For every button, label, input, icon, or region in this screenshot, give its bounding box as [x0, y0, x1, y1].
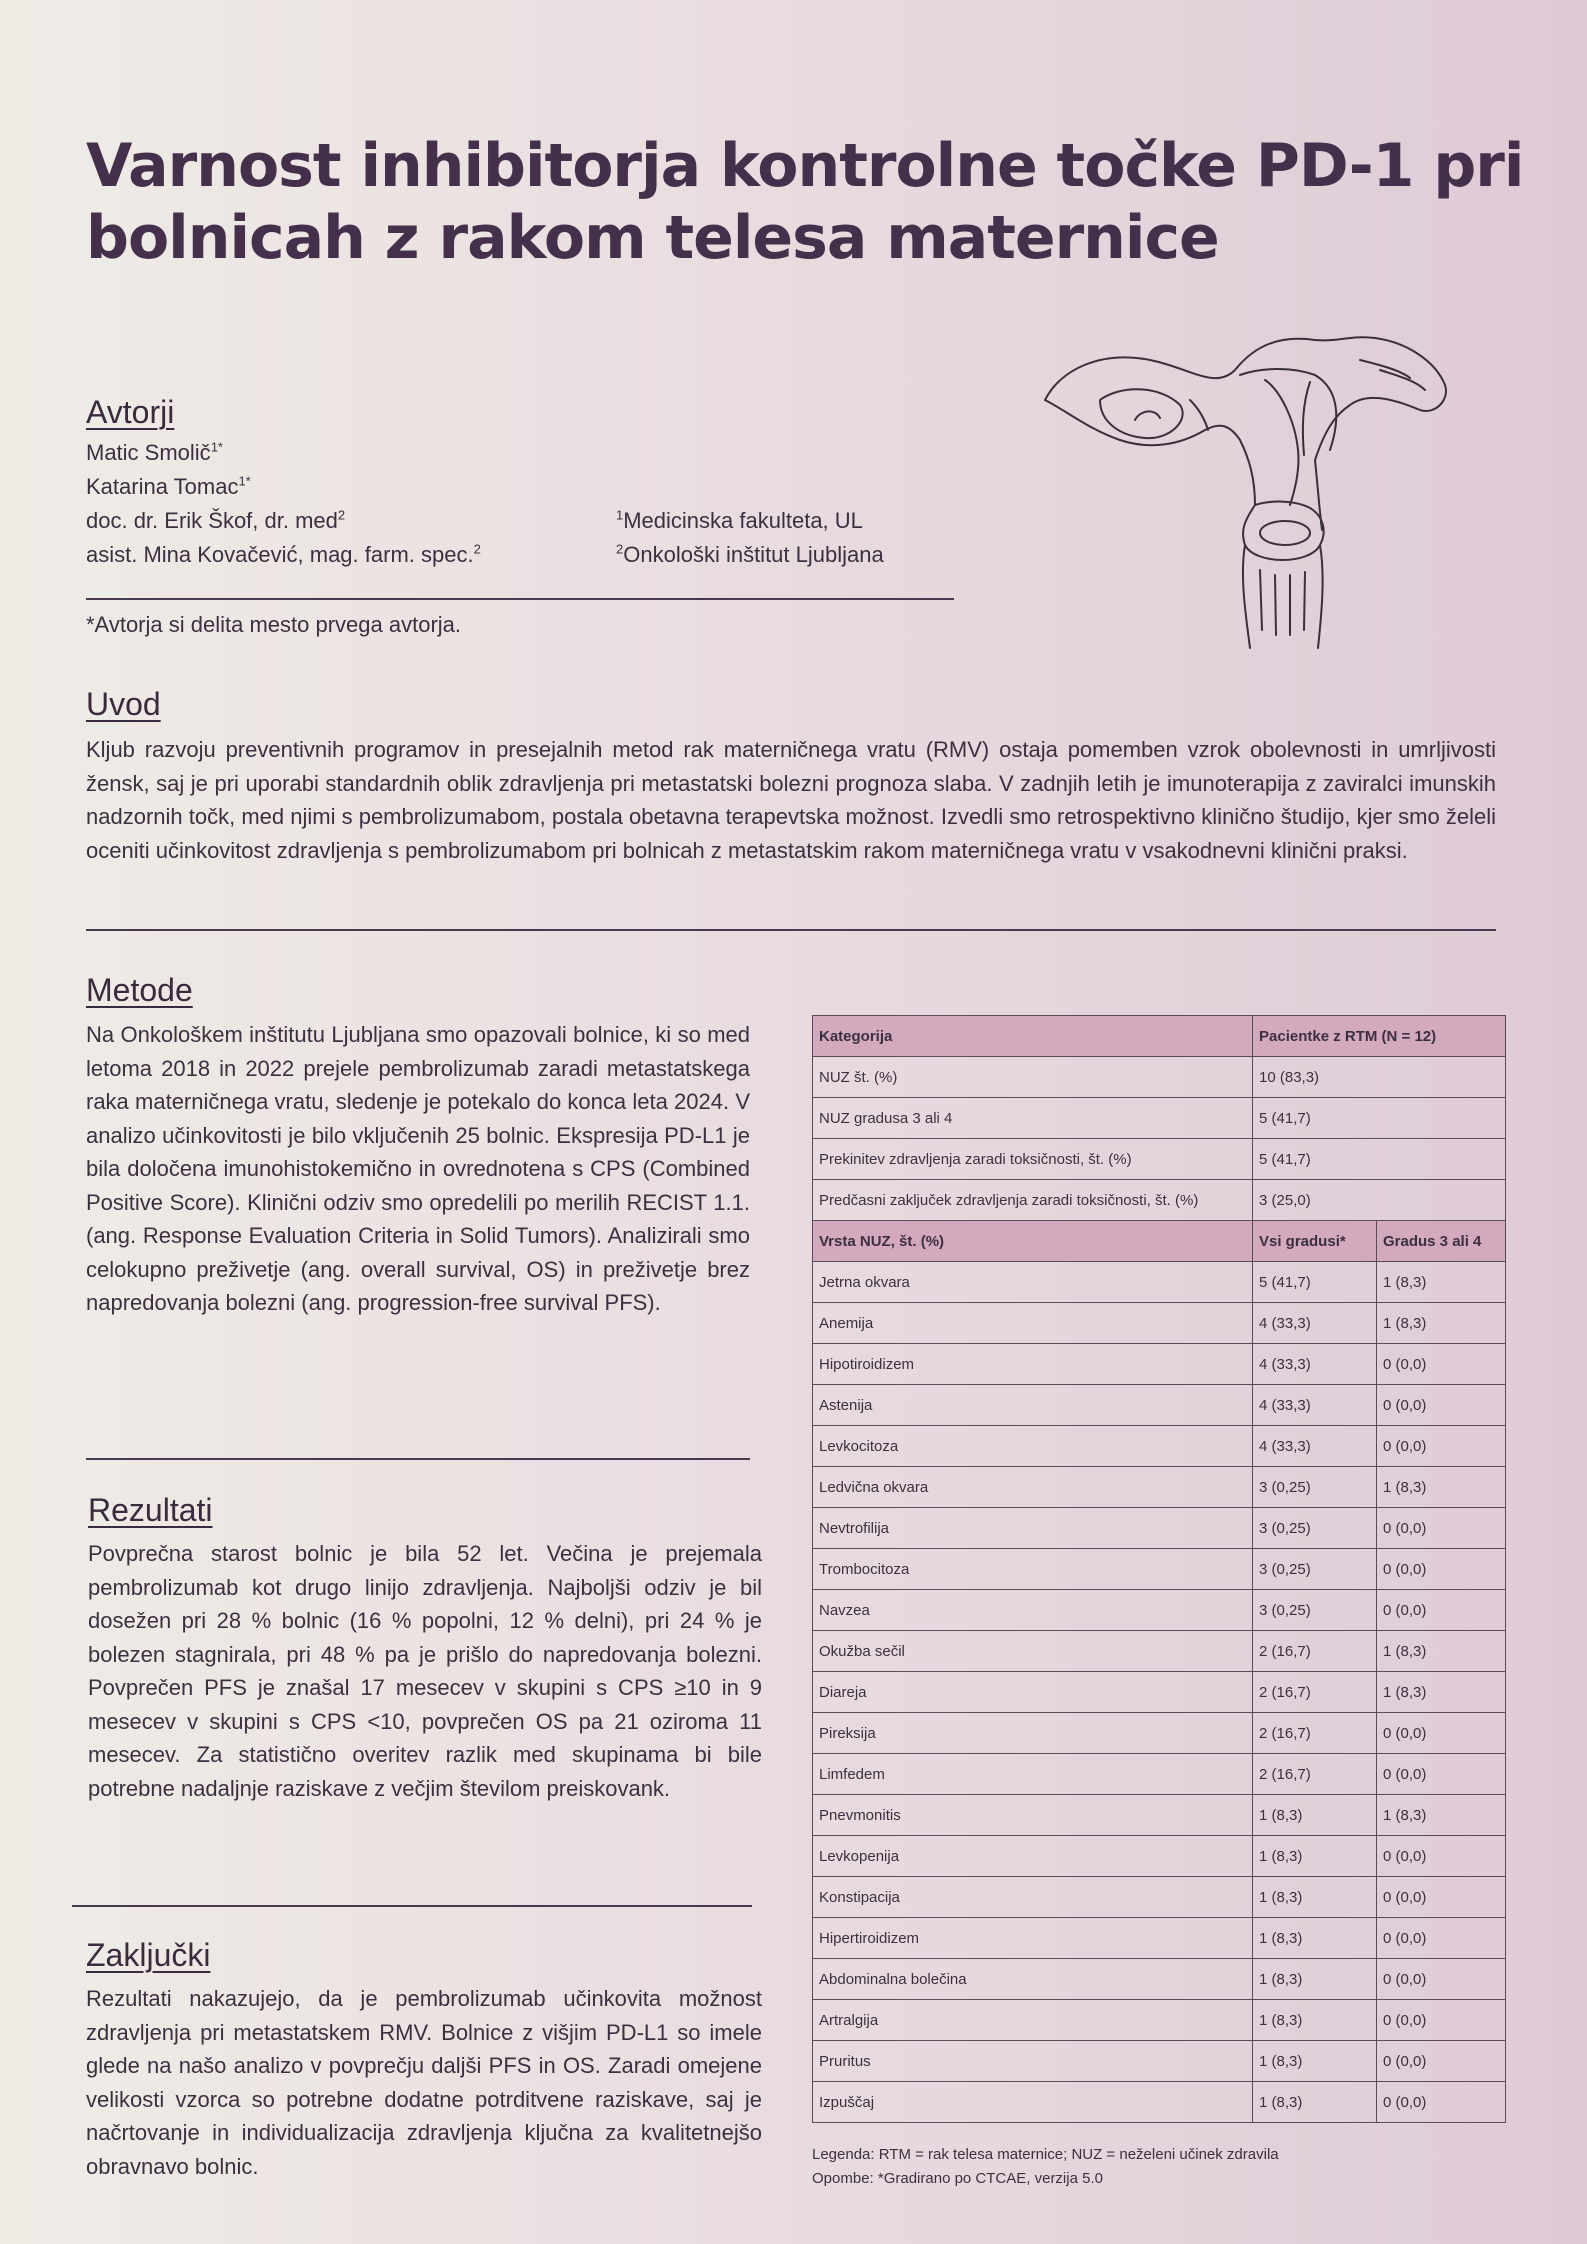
table-cell: Pnevmonitis	[813, 1795, 1253, 1836]
table-cell: 4 (33,3)	[1253, 1344, 1377, 1385]
table-cell: 2 (16,7)	[1253, 1713, 1377, 1754]
divider	[86, 929, 1496, 931]
table-cell: Hipertiroidizem	[813, 1918, 1253, 1959]
table-row	[813, 1672, 1506, 1713]
table-cell: 3 (25,0)	[1253, 1180, 1506, 1221]
table-cell: 1 (8,3)	[1253, 1918, 1377, 1959]
author-item: Katarina Tomac$^{1*}$	[86, 473, 251, 499]
table-cell: 0 (0,0)	[1377, 1836, 1506, 1877]
authors-list	[86, 436, 481, 572]
uterus-illustration	[1040, 330, 1460, 655]
table-cell: Izpuščaj	[813, 2082, 1253, 2123]
table-header-cell: Gradus 3 ali 4	[1377, 1221, 1506, 1262]
remark-text: Opombe: *Gradirano po CTCAE, verzija 5.0	[812, 2170, 1103, 2187]
table-row	[813, 1713, 1506, 1754]
table-cell: Ledvična okvara	[813, 1467, 1253, 1508]
table-cell: 3 (0,25)	[1253, 1508, 1377, 1549]
authors-heading: Avtorji	[86, 394, 175, 430]
zakljucki-text: Rezultati nakazujejo, da je pembrolizumab učinkovita možnost zdravljenja pri metastatskem RMV. Bolnice z višjim PD-L1 so imele glede na našo analizo v povprečju daljši PFS in OS. Zaradi omejene velikosti vzorca so potrebne dodatne potrditvene raziskave, saj je načrtovanje in individualizacija zdravljenja ključna za kvalitetnejšo obravnavo bolnic.	[86, 1986, 762, 2179]
table-cell: 0 (0,0)	[1377, 1918, 1506, 1959]
table-cell: 0 (0,0)	[1377, 1590, 1506, 1631]
table-row	[813, 1180, 1506, 1221]
table-cell: Jetrna okvara	[813, 1262, 1253, 1303]
table-cell: 1 (8,3)	[1253, 2082, 1377, 2123]
affiliations	[616, 504, 884, 572]
table-header-row	[813, 1016, 1506, 1057]
table-cell: Astenija	[813, 1385, 1253, 1426]
table-row	[813, 1508, 1506, 1549]
adverse-events-table	[812, 1015, 1506, 2123]
table-cell: 1 (8,3)	[1377, 1467, 1506, 1508]
table-cell: Hipotiroidizem	[813, 1344, 1253, 1385]
table-cell: 0 (0,0)	[1377, 1385, 1506, 1426]
table-row	[813, 1795, 1506, 1836]
author-note: *Avtorja si delita mesto prvega avtorja.	[86, 612, 461, 637]
table-cell: 0 (0,0)	[1377, 1959, 1506, 2000]
table-cell: 1 (8,3)	[1253, 1836, 1377, 1877]
table-header-cell: Vrsta NUZ, št. (%)	[813, 1221, 1253, 1262]
table-cell: 1 (8,3)	[1377, 1262, 1506, 1303]
table-cell: 0 (0,0)	[1377, 2041, 1506, 2082]
table-cell: 1 (8,3)	[1377, 1303, 1506, 1344]
table-cell: Trombocitoza	[813, 1549, 1253, 1590]
table-cell: 2 (16,7)	[1253, 1672, 1377, 1713]
table-cell: 2 (16,7)	[1253, 1631, 1377, 1672]
table-row	[813, 1385, 1506, 1426]
table-cell: Levkocitoza	[813, 1426, 1253, 1467]
table-cell: NUZ št. (%)	[813, 1057, 1253, 1098]
table-row	[813, 1877, 1506, 1918]
table-cell: 10 (83,3)	[1253, 1057, 1506, 1098]
metode-heading: Metode	[86, 972, 193, 1008]
table-row	[813, 1467, 1506, 1508]
table-row	[813, 1139, 1506, 1180]
table-cell: Prekinitev zdravljenja zaradi toksičnosti, št. (%)	[813, 1139, 1253, 1180]
table-row	[813, 2000, 1506, 2041]
affiliation-item: $^2$Onkološki inštitut Ljubljana	[616, 541, 884, 567]
table-cell: Artralgija	[813, 2000, 1253, 2041]
table-header-cell: Pacientke z RTM (N = 12)	[1253, 1016, 1506, 1057]
table-cell: 0 (0,0)	[1377, 1754, 1506, 1795]
table-cell: 5 (41,7)	[1253, 1098, 1506, 1139]
table-cell: NUZ gradusa 3 ali 4	[813, 1098, 1253, 1139]
table-cell: 0 (0,0)	[1377, 1344, 1506, 1385]
table-row	[813, 1836, 1506, 1877]
table-cell: 0 (0,0)	[1377, 1508, 1506, 1549]
table-row	[813, 2082, 1506, 2123]
table-cell: 1 (8,3)	[1253, 1795, 1377, 1836]
table-cell: 1 (8,3)	[1377, 1795, 1506, 1836]
author-item: doc. dr. Erik Škof, dr. med$^2$	[86, 507, 346, 533]
divider	[86, 1458, 750, 1460]
table-cell: Konstipacija	[813, 1877, 1253, 1918]
table-header-cell: Vsi gradusi*	[1253, 1221, 1377, 1262]
table-header-cell: Kategorija	[813, 1016, 1253, 1057]
table-cell: 5 (41,7)	[1253, 1139, 1506, 1180]
zakljucki-heading: Zaključki	[86, 1937, 211, 1973]
table-header-row	[813, 1221, 1506, 1262]
divider	[72, 1905, 752, 1907]
author-item: Matic Smolič$^{1*}$	[86, 439, 223, 465]
table-row	[813, 1959, 1506, 2000]
table-cell: Pireksija	[813, 1713, 1253, 1754]
table-cell: 0 (0,0)	[1377, 1426, 1506, 1467]
divider	[86, 598, 954, 600]
table-row	[813, 1590, 1506, 1631]
table-cell: Predčasni zaključek zdravljenja zaradi toksičnosti, št. (%)	[813, 1180, 1253, 1221]
table-row	[813, 1344, 1506, 1385]
table-row	[813, 1631, 1506, 1672]
rezultati-text: Povprečna starost bolnic je bila 52 let. Večina je prejemala pembrolizumab kot drugo linijo zdravljenja. Najboljši odziv je bil dosežen pri 28 % bolnic (16 % popolni, 12 % delni), pri 24 % je bolezen stagnirala, pri 48 % pa je prišlo do napredovanja bolezni. Povprečen PFS je znašal 17 mesecev v skupini s CPS ≥10 in 9 mesecev v skupini s CPS <10, povprečen OS pa 21 oziroma 11 mesecev. Za statistično overitev razlik med skupinama bi bile potrebne nadaljnje raziskave z večjim številom preiskovank.	[88, 1541, 762, 1801]
table-cell: Nevtrofilija	[813, 1508, 1253, 1549]
table-cell: Levkopenija	[813, 1836, 1253, 1877]
author-item: asist. Mina Kovačević, mag. farm. spec.$^2$	[86, 541, 481, 567]
table-row	[813, 1098, 1506, 1139]
metode-text: Na Onkološkem inštitutu Ljubljana smo opazovali bolnice, ki so med letoma 2018 in 2022 prejele pembrolizumab zaradi metastatskega raka materničnega vratu, sledenje je potekalo do konca leta 2024. V analizo učinkovitosti je bilo vključenih 25 bolnic. Ekspresija PD-L1 je bila določena imunohistokemično in ovrednotena s CPS (Combined Positive Score). Klinični odziv smo opredelili po merilih RECIST 1.1. (ang. Response Evaluation Criteria in Solid Tumors). Analizirali smo celokupno preživetje (ang. overall survival, OS) in preživetje brez napredovanja bolezni (ang. progression-free survival PFS).	[86, 1022, 750, 1315]
table-row	[813, 1426, 1506, 1467]
table-cell: 1 (8,3)	[1377, 1672, 1506, 1713]
table-cell: 5 (41,7)	[1253, 1262, 1377, 1303]
table-row	[813, 1262, 1506, 1303]
table-row	[813, 1754, 1506, 1795]
table-cell: 0 (0,0)	[1377, 1713, 1506, 1754]
table-cell: Abdominalna bolečina	[813, 1959, 1253, 2000]
table-cell: 1 (8,3)	[1253, 1959, 1377, 2000]
table-cell: Anemija	[813, 1303, 1253, 1344]
uvod-text: Kljub razvoju preventivnih programov in presejalnih metod rak materničnega vratu (RMV) ostaja pomemben vzrok obolevnosti in umrljivosti žensk, saj je pri uporabi standardnih oblik zdravljenja pri metastatski bolezni prognoza slaba. V zadnjih letih je imunoterapija z zaviralci imunskih nadzornih točk, med njimi s pembrolizumabom, postala obetavna terapevtska možnost. Izvedli smo retrospektivno klinično študijo, kjer smo želeli oceniti učinkovitost zdravljenja s pembrolizumabom pri bolnicah z metastatskim rakom materničnega vratu v vsakodnevni klinični praksi.	[86, 737, 1496, 863]
table-cell: 3 (0,25)	[1253, 1549, 1377, 1590]
table-cell: 1 (8,3)	[1253, 2000, 1377, 2041]
table-cell: 0 (0,0)	[1377, 1877, 1506, 1918]
table-row	[813, 2041, 1506, 2082]
table-row	[813, 1549, 1506, 1590]
table-row	[813, 1303, 1506, 1344]
table-cell: 1 (8,3)	[1253, 2041, 1377, 2082]
table-cell: 1 (8,3)	[1377, 1631, 1506, 1672]
table-cell: Navzea	[813, 1590, 1253, 1631]
affiliation-item: $^1$Medicinska fakulteta, UL	[616, 507, 863, 533]
table-cell: 4 (33,3)	[1253, 1303, 1377, 1344]
table-row	[813, 1918, 1506, 1959]
table-cell: 1 (8,3)	[1253, 1877, 1377, 1918]
poster-title: Varnost inhibitorja kontrolne točke PD-1 pri bolnicah z rakom telesa maternice	[86, 131, 1524, 273]
table-cell: 4 (33,3)	[1253, 1385, 1377, 1426]
legend-text: Legenda: RTM = rak telesa maternice; NUZ = neželeni učinek zdravila	[812, 2146, 1279, 2163]
rezultati-heading: Rezultati	[88, 1492, 213, 1528]
table-cell: 4 (33,3)	[1253, 1426, 1377, 1467]
table-cell: Limfedem	[813, 1754, 1253, 1795]
uvod-heading: Uvod	[86, 686, 161, 722]
table-cell: Okužba sečil	[813, 1631, 1253, 1672]
table-cell: 3 (0,25)	[1253, 1467, 1377, 1508]
table-cell: 0 (0,0)	[1377, 2000, 1506, 2041]
table-cell: 0 (0,0)	[1377, 2082, 1506, 2123]
table-cell: Pruritus	[813, 2041, 1253, 2082]
table-cell: 3 (0,25)	[1253, 1590, 1377, 1631]
table-cell: 0 (0,0)	[1377, 1549, 1506, 1590]
table-row	[813, 1057, 1506, 1098]
table-legend	[812, 2143, 1279, 2191]
table-cell: 2 (16,7)	[1253, 1754, 1377, 1795]
table-cell: Diareja	[813, 1672, 1253, 1713]
